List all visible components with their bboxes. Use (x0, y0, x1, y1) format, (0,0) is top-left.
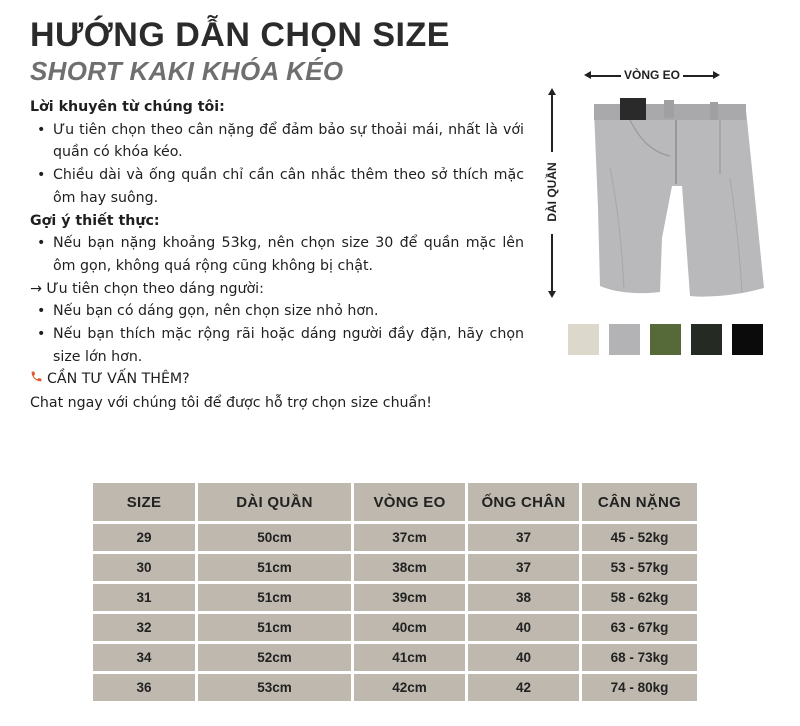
table-row (93, 584, 697, 611)
table-cell: 34 (93, 644, 195, 671)
table-cell: 40cm (354, 614, 465, 641)
length-label: DÀI QUẦN (545, 162, 559, 222)
table-cell: 40 (468, 614, 579, 641)
table-row (93, 644, 697, 671)
product-figure (540, 60, 790, 360)
table-row (93, 554, 697, 581)
table-cell: 68 - 73kg (582, 644, 697, 671)
table-cell: 31 (93, 584, 195, 611)
column-header: SIZE (93, 483, 195, 521)
color-swatches (568, 324, 768, 356)
contact-heading-text: CẦN TƯ VẤN THÊM? (47, 371, 190, 388)
column-header: CÂN NẶNG (582, 483, 697, 521)
color-swatch[interactable] (732, 324, 763, 355)
column-header: VÒNG EO (354, 483, 465, 521)
size-table (90, 480, 700, 704)
color-swatch[interactable] (650, 324, 681, 355)
table-cell: 30 (93, 554, 195, 581)
advice-section (30, 96, 524, 415)
table-cell: 40 (468, 644, 579, 671)
table-cell: 51cm (198, 584, 351, 611)
table-cell: 45 - 52kg (582, 524, 697, 551)
shorts-image (570, 88, 790, 303)
table-cell: 37 (468, 524, 579, 551)
table-cell: 51cm (198, 554, 351, 581)
table-cell: 36 (93, 674, 195, 701)
table-cell: 58 - 62kg (582, 584, 697, 611)
table-cell: 42 (468, 674, 579, 701)
tips-heading: Gợi ý thiết thực: (30, 212, 160, 229)
waist-dimension (584, 68, 720, 84)
table-row (93, 524, 697, 551)
waist-label: VÒNG EO (624, 68, 681, 82)
table-cell: 53cm (198, 674, 351, 701)
color-swatch[interactable] (609, 324, 640, 355)
column-header: DÀI QUẦN (198, 483, 351, 521)
table-cell: 41cm (354, 644, 465, 671)
table-cell: 29 (93, 524, 195, 551)
table-cell: 39cm (354, 584, 465, 611)
advice-heading: Lời khuyên từ chúng tôi: (30, 99, 225, 115)
color-swatch[interactable] (691, 324, 722, 355)
length-dimension (544, 88, 560, 298)
page-title: HƯỚNG DẪN CHỌN SIZE (30, 16, 450, 54)
advice-item: • Chiều dài và ống quần chỉ cần cân nhắc thêm theo sở thích mặc ôm hay suông. (30, 164, 524, 209)
table-cell: 37cm (354, 524, 465, 551)
tips-list (30, 232, 524, 277)
table-cell: 50cm (198, 524, 351, 551)
product-subtitle: SHORT KAKI KHÓA KÉO (30, 56, 344, 86)
body-shape-list (30, 300, 524, 368)
table-cell: 52cm (198, 644, 351, 671)
table-cell: 38cm (354, 554, 465, 581)
body-shape-item: • Nếu bạn có dáng gọn, nên chọn size nhỏ hơn. (30, 300, 524, 323)
table-cell: 38 (468, 584, 579, 611)
advice-item: • Ưu tiên chọn theo cân nặng để đảm bảo sự thoải mái, nhất là với quần có khóa kéo. (30, 119, 524, 164)
contact-text: Chat ngay với chúng tôi để được hỗ trợ chọn size chuẩn! (30, 395, 432, 412)
color-swatch[interactable] (568, 324, 599, 355)
phone-icon (30, 369, 43, 392)
table-row (93, 614, 697, 641)
tip-item: • Nếu bạn nặng khoảng 53kg, nên chọn size 30 để quần mặc lên ôm gọn, không quá rộng cũng không bị chật. (30, 232, 524, 277)
table-cell: 53 - 57kg (582, 554, 697, 581)
table-cell: 51cm (198, 614, 351, 641)
body-shape-heading: → Ưu tiên chọn theo dáng người: (30, 280, 264, 297)
advice-list (30, 119, 524, 210)
table-cell: 63 - 67kg (582, 614, 697, 641)
table-header-row (93, 483, 697, 521)
table-cell: 74 - 80kg (582, 674, 697, 701)
table-cell: 32 (93, 614, 195, 641)
table-cell: 42cm (354, 674, 465, 701)
table-row (93, 674, 697, 701)
column-header: ỐNG CHÂN (468, 483, 579, 521)
body-shape-item: • Nếu bạn thích mặc rộng rãi hoặc dáng người đầy đặn, hãy chọn size lớn hơn. (30, 323, 524, 368)
contact-heading (30, 368, 524, 392)
table-cell: 37 (468, 554, 579, 581)
